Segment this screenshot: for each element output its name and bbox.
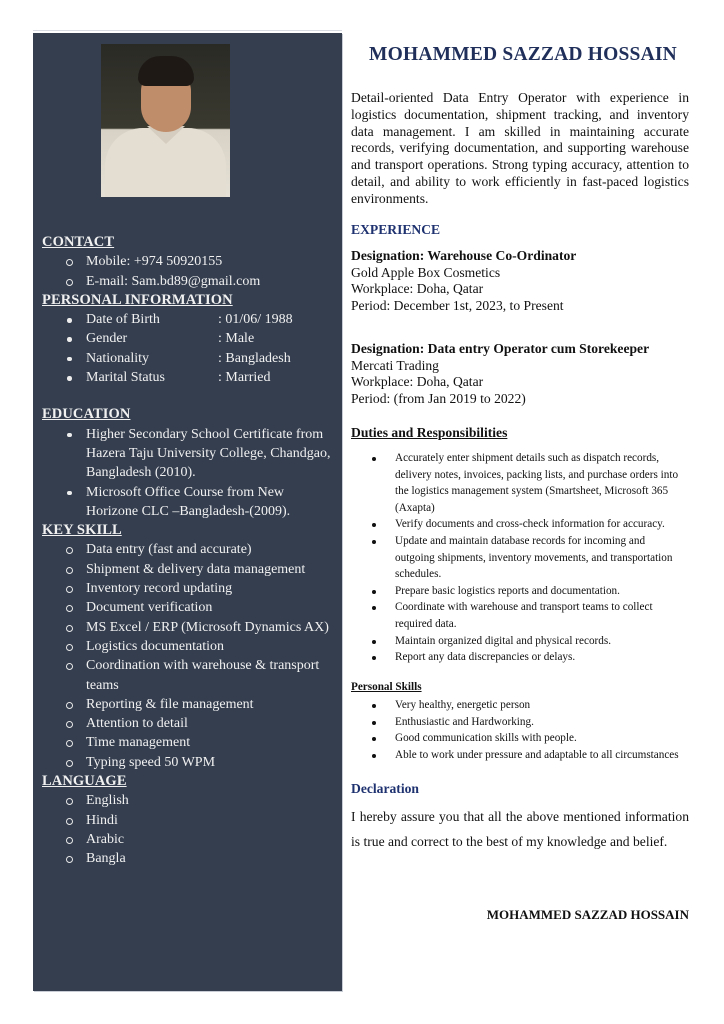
contact-mobile: Mobile: +974 50920155	[42, 252, 337, 271]
duty-item: Maintain organized digital and physical records.	[351, 633, 689, 650]
job-company: Gold Apple Box Cosmetics	[351, 264, 501, 280]
sidebar-content	[42, 233, 337, 869]
skill-item: Inventory record updating	[42, 579, 337, 598]
signature-name: MOHAMMED SAZZAD HOSSAIN	[486, 907, 689, 922]
duty-item: Report any data discrepancies or delays.	[351, 649, 689, 666]
personal-info-value: : 01/06/ 1988	[218, 312, 293, 328]
job-entry	[351, 341, 649, 407]
skill-item: Data entry (fast and accurate)	[42, 540, 337, 559]
personal-info-label: Gender	[86, 331, 128, 347]
job-workplace: Workplace: Doha, Qatar	[351, 281, 484, 297]
personal-info-label: Marital Status	[86, 370, 165, 386]
duties-list	[351, 450, 689, 666]
spacer	[42, 387, 337, 405]
education-heading: EDUCATION	[42, 406, 131, 423]
personal-skills-heading: Personal Skills	[351, 681, 422, 693]
personal-info-label: Nationality	[86, 350, 149, 366]
education-list	[42, 425, 337, 521]
skill-item: Reporting & file management	[42, 695, 337, 714]
personal-skill-item: Able to work under pressure and adaptable to all circumstances	[351, 747, 689, 764]
skill-item: Shipment & delivery data management	[42, 560, 337, 579]
contact-heading: CONTACT	[42, 234, 115, 250]
personal-info-heading: PERSONAL INFORMATION	[42, 291, 233, 308]
sidebar	[33, 33, 342, 991]
skill-item: MS Excel / ERP (Microsoft Dynamics AX)	[42, 618, 337, 637]
declaration-heading: Declaration	[351, 781, 419, 796]
skill-item: Document verification	[42, 598, 337, 617]
personal-info-row	[42, 349, 337, 368]
personal-skill-item: Enthusiastic and Hardworking.	[351, 714, 689, 731]
job-designation: Designation: Warehouse Co-Ordinator	[351, 248, 577, 263]
skill-item: Time management	[42, 733, 337, 752]
duty-item: Update and maintain database records for incoming and outgoing shipments, inventory movements, and transportation schedules.	[351, 533, 689, 583]
contact-list	[42, 252, 337, 291]
job-company: Mercati Trading	[351, 357, 439, 373]
education-item: Microsoft Office Course from New Horizone CLC –Bangladesh-(2009).	[42, 483, 337, 522]
job-period: Period: (from Jan 2019 to 2022)	[351, 390, 526, 406]
personal-info-label: Date of Birth	[86, 312, 160, 328]
language-item: English	[42, 791, 337, 810]
duty-item: Prepare basic logistics reports and documentation.	[351, 583, 689, 600]
job-designation: Designation: Data entry Operator cum Storekeeper	[351, 341, 650, 356]
personal-skill-item: Very healthy, energetic person	[351, 697, 689, 714]
language-item: Arabic	[42, 830, 337, 849]
profile-summary: Detail-oriented Data Entry Operator with experience in logistics documentation, shipment tracking, and inventory data management. I am skilled in maintaining accurate records, verifying documentation, and supporting warehouse and transport operations. Strong typing accuracy, attention to detail, and ability to work efficiently in fast-paced logistics environments.	[351, 90, 689, 206]
personal-info-value: : Married	[218, 370, 271, 386]
personal-info-row	[42, 310, 337, 329]
personal-skill-item: Good communication skills with people.	[351, 730, 689, 747]
skill-item: Attention to detail	[42, 714, 337, 733]
page-top-rule	[33, 30, 342, 31]
language-heading: LANGUAGE	[42, 773, 127, 790]
personal-info-value: : Bangladesh	[218, 350, 291, 366]
skill-item: Typing speed 50 WPM	[42, 753, 337, 772]
experience-heading: EXPERIENCE	[351, 222, 441, 237]
contact-email[interactable]: E-mail: Sam.bd89@gmail.com	[42, 272, 337, 291]
profile-photo	[101, 44, 230, 197]
personal-skills-list	[351, 697, 689, 763]
personal-info-row	[42, 329, 337, 348]
duty-item: Accurately enter shipment details such as dispatch records, delivery notes, invoices, packing lists, and purchase orders into the logistics management system (Smartsheet, Microsoft 365 (Axapta)	[351, 450, 689, 516]
language-item: Bangla	[42, 849, 337, 868]
education-item: Higher Secondary School Certificate from Hazera Taju University College, Chandgao, Bangladesh (2010).	[42, 425, 337, 483]
personal-info-row	[42, 368, 337, 387]
duties-heading: Duties and Responsibilities	[351, 425, 508, 440]
duty-item: Coordinate with warehouse and transport teams to collect required data.	[351, 599, 689, 632]
key-skill-list	[42, 540, 337, 772]
declaration-text: I hereby assure you that all the above mentioned information is true and correct to the best of my knowledge and belief.	[351, 809, 689, 849]
duty-item: Verify documents and cross-check information for accuracy.	[351, 516, 689, 533]
job-period: Period: December 1st, 2023, to Present	[351, 297, 564, 313]
key-skill-heading: KEY SKILL	[42, 522, 122, 539]
job-entry	[351, 248, 576, 314]
skill-item: Coordination with warehouse & transport teams	[42, 656, 337, 695]
candidate-name: MOHAMMED SAZZAD HOSSAIN	[369, 44, 677, 65]
photo-hair	[138, 56, 194, 86]
skill-item: Logistics documentation	[42, 637, 337, 656]
language-item: Hindi	[42, 811, 337, 830]
job-workplace: Workplace: Doha, Qatar	[351, 374, 484, 390]
language-list	[42, 791, 337, 868]
personal-info-value: : Male	[218, 331, 255, 347]
personal-info-list	[42, 310, 337, 387]
